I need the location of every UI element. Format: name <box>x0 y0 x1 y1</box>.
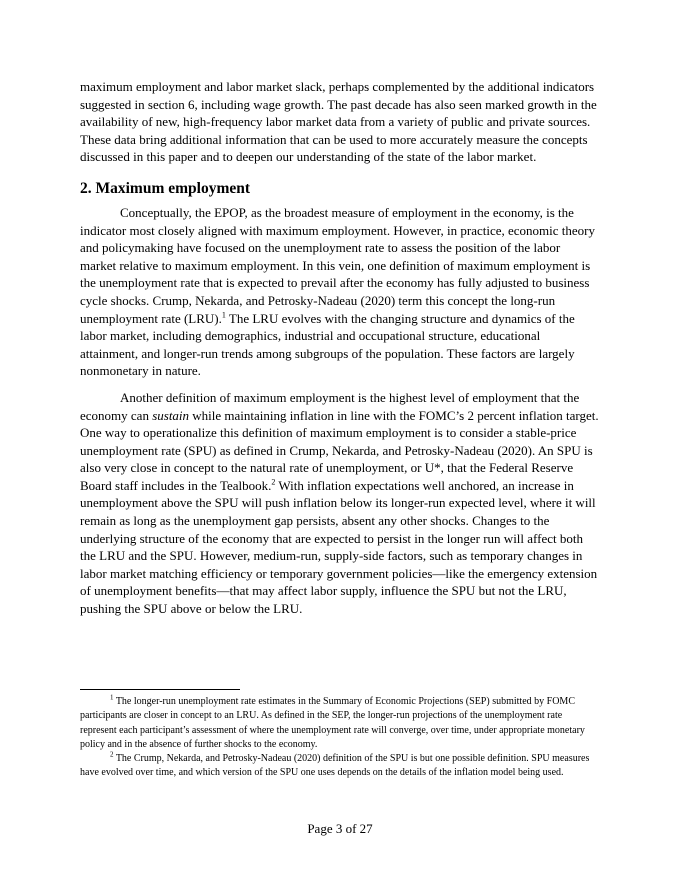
page-body <box>80 78 599 618</box>
section-heading: 2. Maximum employment <box>80 179 251 197</box>
footnote-1-mark: 1 <box>110 693 114 702</box>
footnote-2-mark: 2 <box>110 750 114 759</box>
paragraph-lru-text-a: Conceptually, the EPOP, as the broadest measure of employment in the economy, is the indicator most closely aligned with maximum employment. However, in practice, economic theory and policymaking have focused on the unemployment rate to assess the position of the labor market relative to maximum employment. In this vein, one definition of maximum employment is the unemployment rate that is expected to prevail after the economy has fully adjusted to business cycle shocks. Crump, Nekarda, and Petrosky-Nadeau (2020) term this concept the long-run unemployment rate (LRU). <box>80 204 596 326</box>
paragraph-spu-text-c: With inflation expectations well anchored, an increase in unemployment above the SPU will push inflation below its longer-run expected level, where it will remain as long as the unemployment gap persists, absent any other shocks. Changes to the underlying structure of the economy that are expected to persist in the longer run will affect both the LRU and the SPU. However, medium-run, supply-side factors, such as temporary changes in labor market matching efficiency or temporary government policies—like the emergency extension of unemployment benefits—that may affect labor supply, influence the SPU but not the LRU, pushing the SPU above or below the LRU. <box>80 477 598 617</box>
paragraph-lru <box>80 204 599 380</box>
footnote-ref-2[interactable]: 2 <box>271 477 276 487</box>
paragraph-lru-text-b: The LRU evolves with the changing structure and dynamics of the labor market, including demographics, industrial and occupational structure, educational attainment, and longer-run trends among subgroups of the population. These factors are largely nonmonetary in nature. <box>80 310 575 379</box>
paragraph-spu-text-a: Another definition of maximum employment is the highest level of employment that the economy can <box>80 389 580 423</box>
footnotes <box>80 695 599 781</box>
footnote-ref-1[interactable]: 1 <box>221 310 226 320</box>
emphasis-sustain: sustain <box>152 407 190 423</box>
footnote-1 <box>80 695 599 752</box>
footnote-2-text: The Crump, Nekarda, and Petrosky-Nadeau (2020) definition of the SPU is but one possible definition. SPU measures have evolved over time, and which version of the SPU one uses depends on the details of the inflation model being used. <box>80 753 590 779</box>
paragraph-spu-text-b: while maintaining inflation in line with the FOMC’s 2 percent inflation target. One way to operationalize this definition of maximum employment is to consider a stable-price unemployment rate (SPU) as defined in Crump, Nekarda, and Petrosky-Nadeau (2020). An SPU is also very close in concept to the natural rate of unemployment, or U*, that the Federal Reserve Board staff includes in the Tealbook. <box>80 407 599 493</box>
intro-paragraph: maximum employment and labor market slack, perhaps complemented by the additional indicators suggested in section 6, including wage growth. The past decade has also seen marked growth in the availability of new, high-frequency labor market data from a variety of public and private sources. These data bring additional information that can be used to more accurately measure the concepts discussed in this paper and to deepen our understanding of the state of the labor market. <box>80 79 597 165</box>
footnote-1-text: The longer-run unemployment rate estimates in the Summary of Economic Projections (SEP) submitted by FOMC participants are closer in concept to an LRU. As defined in the SEP, the longer-run projections of the unemployment rate represent each participant’s assessment of where the unemployment rate will converge, over time, under appropriate monetary policy and in the absence of further shocks to the economy. <box>80 696 585 750</box>
footnote-divider <box>80 689 240 690</box>
page-number: Page 3 of 27 <box>307 821 373 836</box>
paragraph-spu <box>80 389 599 618</box>
footnote-2 <box>80 752 599 781</box>
